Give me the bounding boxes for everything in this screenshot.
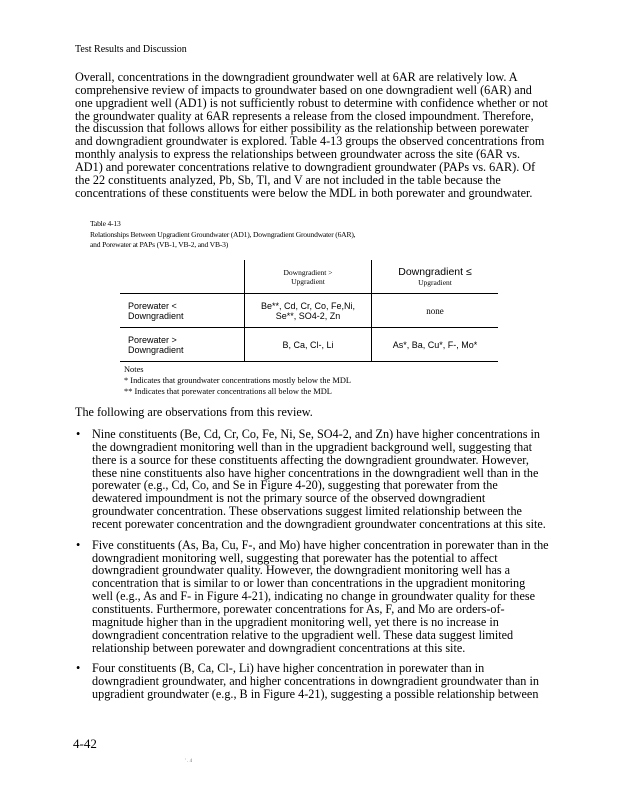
col-header-downgradient-greater [245,260,372,294]
row-label-1: Porewater < [128,300,177,311]
observations-list [75,428,549,709]
list-item-text: Five constituents (As, Ba, Cu, F-, and Mo) have higher concentration in porewater than in the downgradient monitoring well, suggesting that porewater has the potential to affect downgradient groundwater quality. However, the downgradient monitoring well has a concentration that is similar to or lower than concentrations in the upgradient monitoring well (e.g., As and F- in Figure 4-21), indicating no change in groundwater quality for these constituents. Furthermore, porewater concentrations for As, F, and Mo are orders-of-magnitude higher than in the upgradient monitoring well, yet there is no increase in downgradient concentration relative to the upgradient well. These data suggest limited relationship between porewater and downgradient concentrations at this site. [92,537,549,655]
table-header-row [120,260,498,294]
col1-bottom: Upgradient [291,276,325,286]
col-header-downgradient-less-equal [372,260,499,294]
table-row [120,328,498,362]
table-cell: As*, Ba, Cu*, F-, Mo* [372,328,499,362]
col1-top: Downgradient > [283,267,333,277]
table-title-line1: Relationships Between Upgradient Groundwater (AD1), Downgradient Groundwater (6AR), [90,229,356,239]
footer-mark: ' . 4 [185,759,193,764]
table-row [120,294,498,328]
list-item [75,662,549,701]
empty-header-cell [120,260,245,294]
list-item [75,539,549,655]
table-title-line2: and Porewater at PAPs (VB-1, VB-2, and VB-3) [90,240,229,249]
page-number: 4-42 [73,736,97,751]
row-label [120,294,245,328]
intro-paragraph: Overall, concentrations in the downgradient groundwater well at 6AR are relatively low. A comprehensive review of impacts to groundwater based on one downgradient well (6AR) and one upgradient well (AD1) is not sufficiently robust to determine with confidence whether or not the groundwater quality at 6AR represents a release from the closed impoundment. Therefore, the discussion that follows allows for either possibility as the relationship between porewater and downgradient groundwater is explored. Table 4-13 groups the observed concentrations from monthly analysis to express the relationships between groundwater across the site (6AR vs. AD1) and porewater concentrations relative to downgradient groundwater (PAPs vs. 6AR). Of the 22 constituents analyzed, Pb, Sb, Tl, and V are not included in the table because the concentrations of these constituents were below the MDL in both porewater and groundwater. [75,70,548,200]
row-label-2: Downgradient [128,310,184,321]
note-2: ** Indicates that porewater concentrations all below the MDL [124,387,332,396]
table-cell: none [372,294,499,328]
running-header: Test Results and Discussion [75,44,187,55]
row-label [120,328,245,362]
observations-intro: The following are observations from this review. [75,405,313,419]
col2-bottom: Upgradient [418,278,452,287]
list-item-text: Four constituents (B, Ca, Cl-, Li) have higher concentration in porewater than in downgradient groundwater, and higher concentrations in downgradient groundwater than in upgradient groundwater (e.g., B in Figure 4-21), suggesting a possible relationship between [92,661,539,702]
list-item [75,428,549,531]
relationships-table [120,260,498,362]
table-cell: B, Ca, Cl-, Li [245,328,372,362]
table-notes [124,364,351,397]
cell-line: Be**, Cd, Cr, Co, Fe,Ni, [260,300,356,311]
bullet-icon: • [76,427,81,441]
notes-title: Notes [124,365,144,374]
row-label-2: Downgradient [128,344,184,355]
table-number: Table 4-13 [90,219,121,228]
table-cell [245,294,372,328]
col2-top: Downgradient ≤ [398,266,472,278]
cell-line: Se**, SO4-2, Zn [275,310,341,321]
list-item-text: Nine constituents (Be, Cd, Cr, Co, Fe, Ni, Se, SO4-2, and Zn) have higher concentrations in the downgradient monitoring well than in the upgradient background well, suggesting that there is a source for these constituents affecting the downgradient groundwater. However, these nine constituents also have higher concentrations in the downgradient well than in the porewater (e.g., Cd, Co, and Se in Figure 4-20), suggesting that porewater from the dewatered impoundment is not the primary source of the observed downgradient groundwater concentration. These observations suggest limited relationship between the recent porewater concentration and the downgradient groundwater concentrations at this site. [92,427,546,531]
note-1: * Indicates that groundwater concentrations mostly below the MDL [124,376,351,385]
bullet-icon: • [76,661,81,676]
table-caption [90,219,355,251]
row-label-1: Porewater > [128,334,177,345]
bullet-icon: • [76,537,81,552]
